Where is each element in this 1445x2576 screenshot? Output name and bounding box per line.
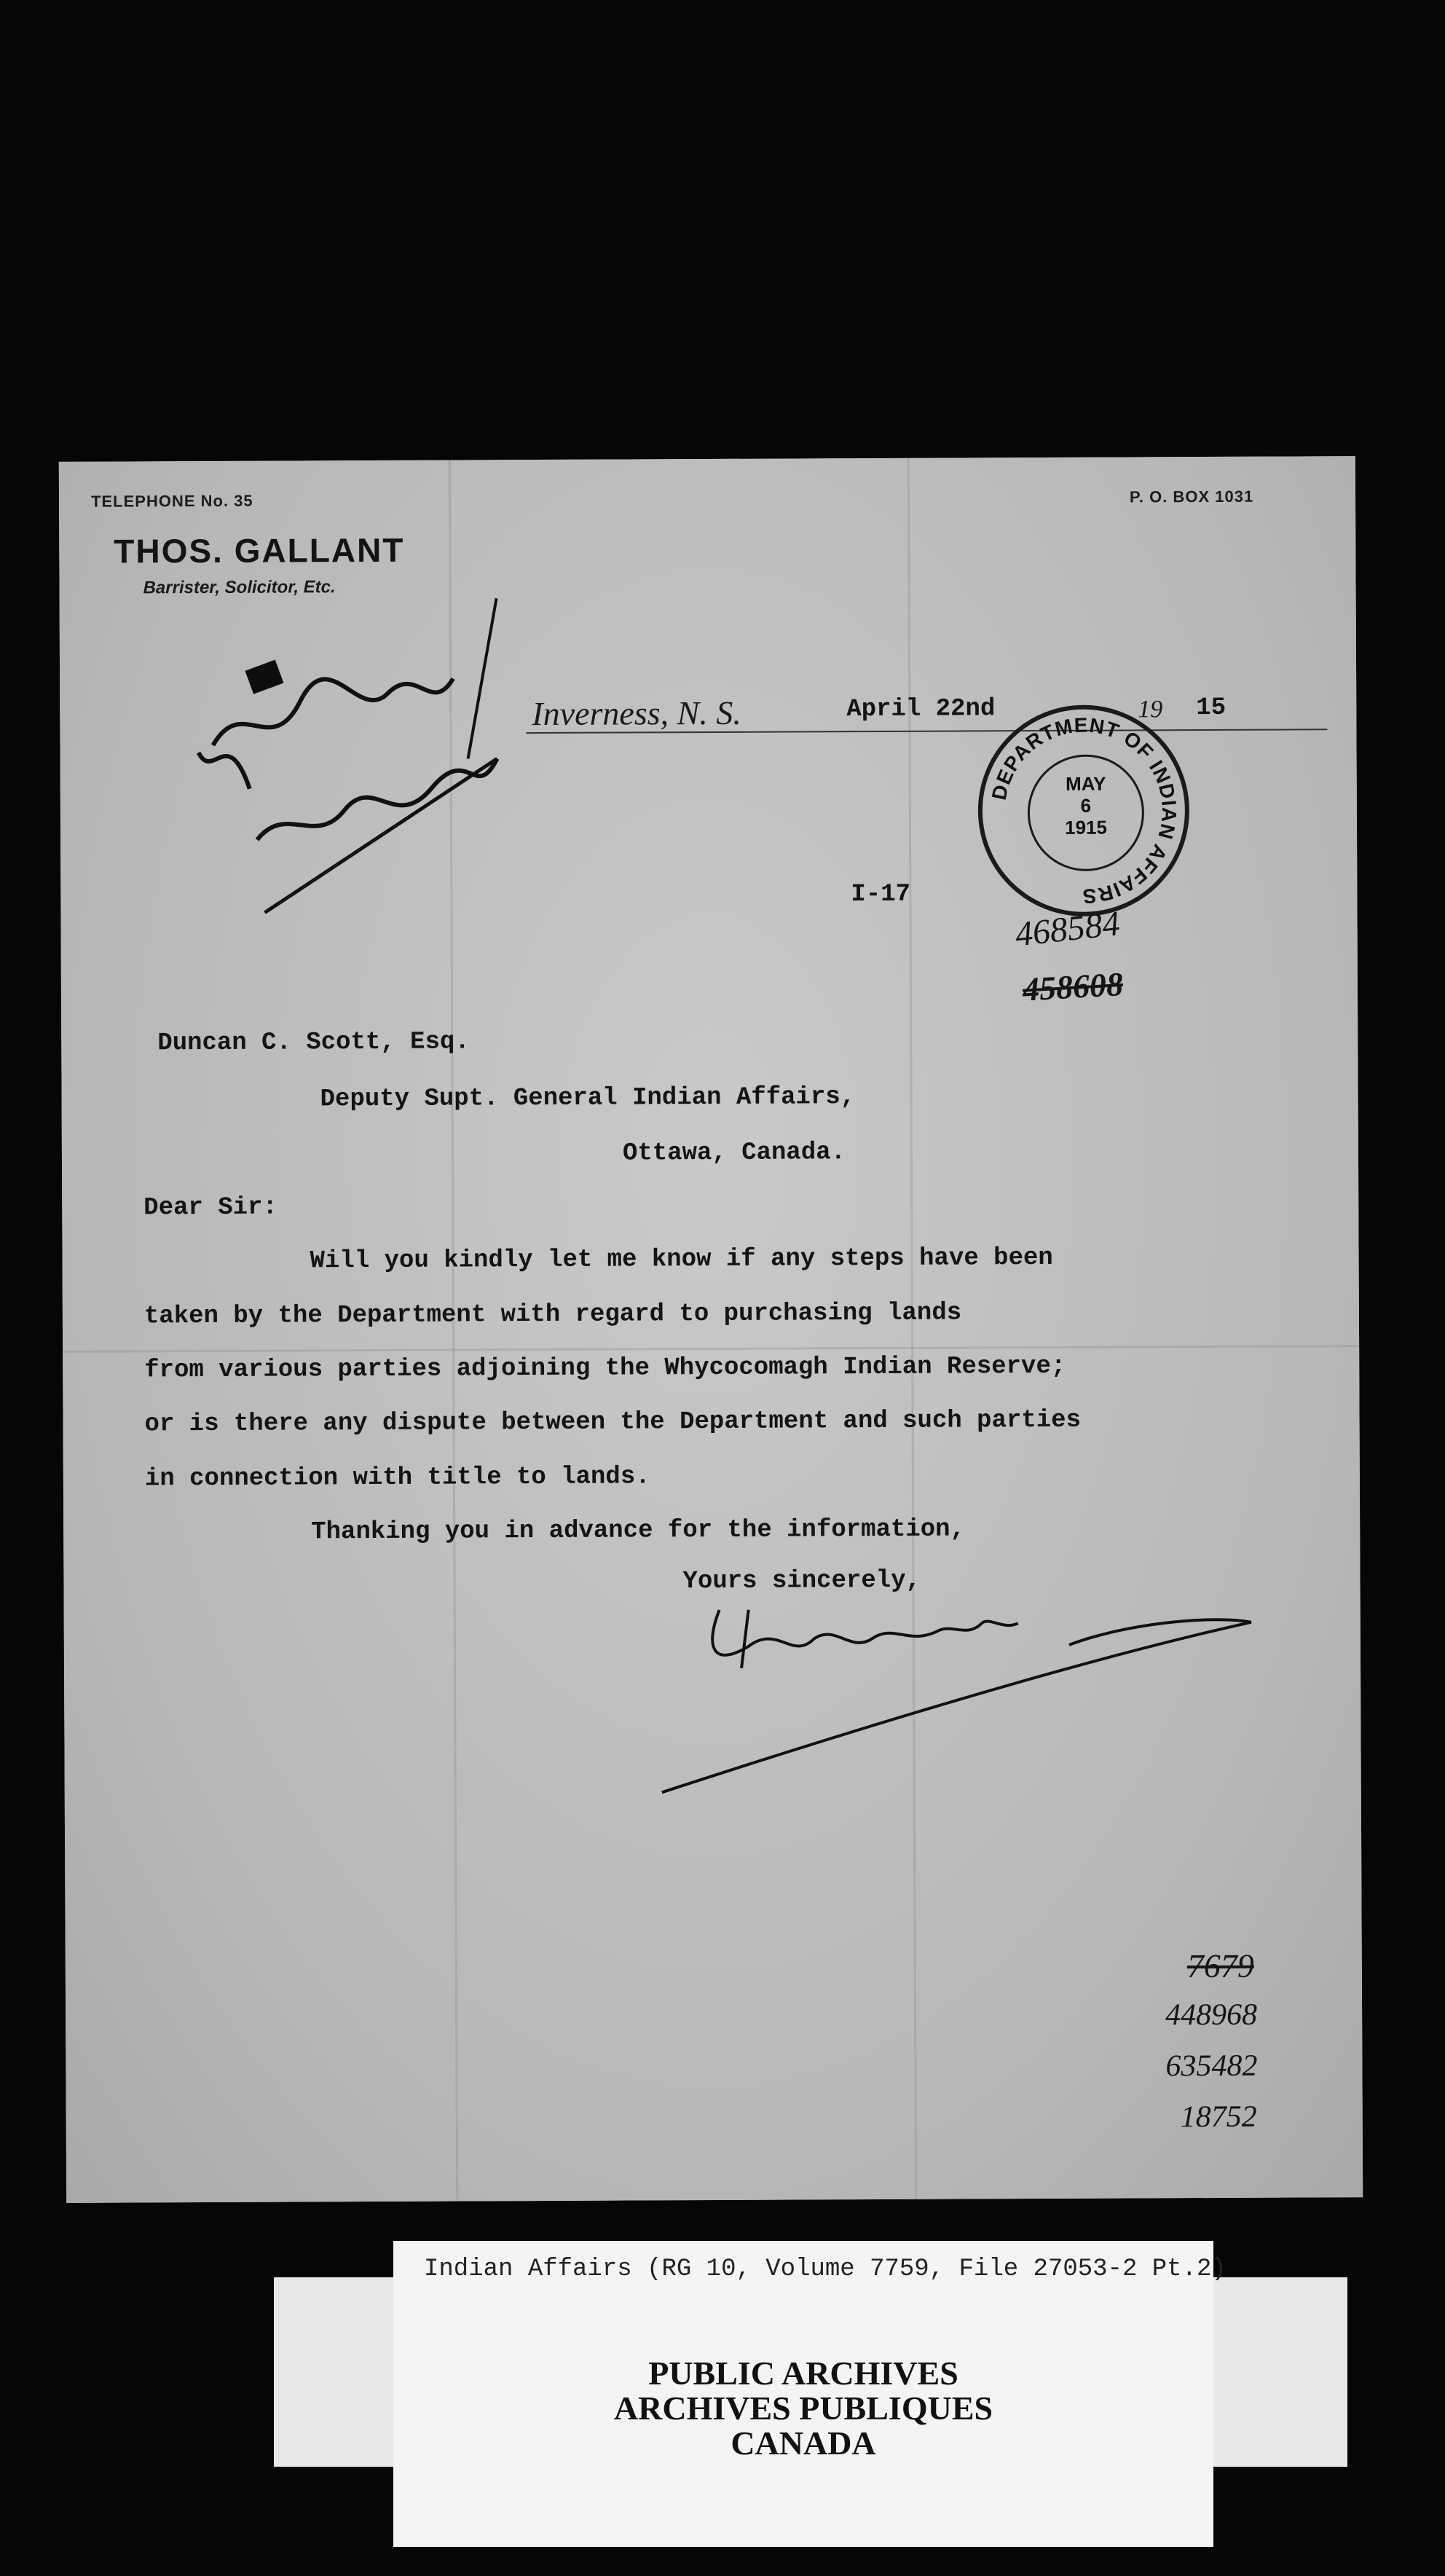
margin-number: 635482 (1165, 2049, 1258, 2084)
margin-number: 448968 (1165, 1998, 1258, 2033)
body-line: or is there any dispute between the Department and such parties (144, 1406, 1082, 1439)
department-received-stamp (977, 704, 1189, 916)
archive-reference-line: Indian Affairs (RG 10, Volume 7759, File 27053-2 Pt.2) (424, 2255, 1227, 2283)
body-line: in connection with title to lands. (144, 1463, 650, 1493)
dateline-year-suffix: 15 (1196, 694, 1227, 723)
handwritten-struck-number: 458608 (1021, 965, 1125, 1008)
addressee-location: Ottawa, Canada. (622, 1139, 846, 1168)
signature (574, 1579, 1274, 1800)
body-line: Will you kindly let me know if any steps have been (310, 1244, 1053, 1276)
stamp-inner-circle (1028, 754, 1145, 871)
addressee-title: Deputy Supt. General Indian Affairs, (320, 1083, 856, 1114)
stamp-month: MAY (1065, 772, 1106, 795)
thanks-line: Thanking you in advance for the information, (311, 1515, 966, 1547)
stamp-year: 1915 (1065, 816, 1107, 839)
handwritten-file-number: 468584 (1013, 904, 1122, 954)
stamp-day: 6 (1080, 794, 1092, 817)
letterhead-firm-description: Barrister, Solicitor, Etc. (143, 577, 336, 598)
dateline-year-prefix: 19 (1138, 696, 1163, 723)
stamp-ring-text: DEPARTMENT OF INDIAN AFFAIRS (987, 713, 1181, 908)
letterhead-po-box: P. O. BOX 1031 (1129, 487, 1254, 506)
margin-number: 7679 (1186, 1947, 1254, 1985)
stamp-date (1030, 772, 1142, 839)
archive-label-tab (274, 2277, 405, 2467)
archive-label-tab (1202, 2277, 1347, 2467)
dateline-date: April 22nd (846, 695, 996, 724)
letterhead-firm-name: THOS. GALLANT (114, 530, 405, 570)
letter-page (59, 456, 1363, 2203)
addressee-name: Duncan C. Scott, Esq. (157, 1028, 470, 1058)
salutation: Dear Sir: (143, 1193, 277, 1222)
reference-number: I-17 (851, 880, 911, 909)
dateline-place: Inverness, N. S. (532, 694, 741, 733)
letterhead-telephone: TELEPHONE No. 35 (90, 491, 253, 511)
archive-name-line: CANADA (731, 2424, 876, 2462)
closing-line: Yours sincerely, (682, 1566, 921, 1596)
margin-number: 18752 (1180, 2100, 1257, 2135)
body-line: from various parties adjoining the Whycocomagh Indian Reserve; (144, 1352, 1066, 1385)
archive-label (393, 2241, 1227, 2547)
body-line: taken by the Department with regard to purchasing lands (143, 1299, 962, 1331)
fold-line (63, 1345, 1359, 1353)
handwritten-scribbles (154, 569, 563, 949)
archive-name-line: ARCHIVES PUBLIQUES (613, 2390, 993, 2427)
archive-name-line: PUBLIC ARCHIVES (648, 2355, 958, 2392)
